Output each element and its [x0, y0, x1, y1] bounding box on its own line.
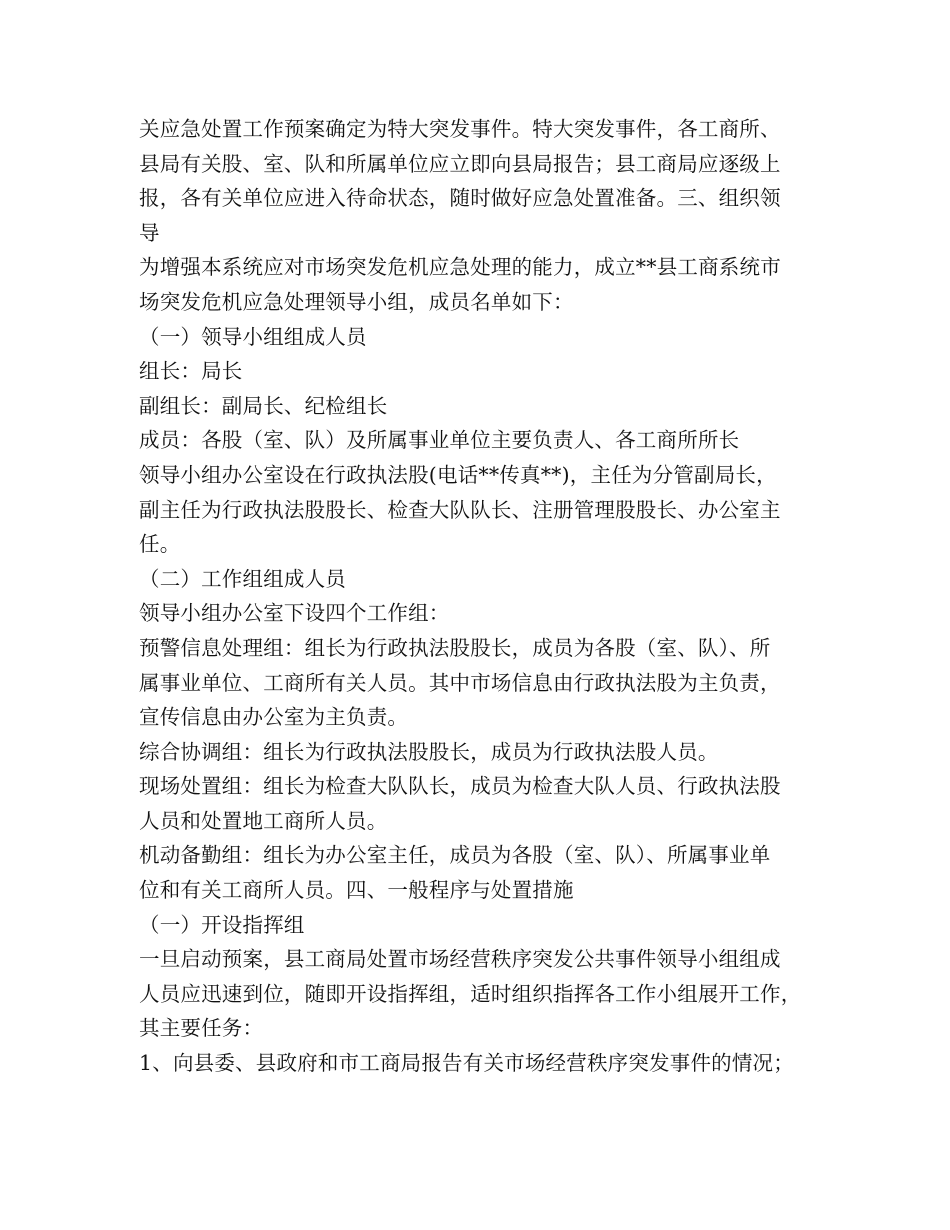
paragraph-heading-working-groups — [139, 562, 829, 597]
text-line: 场突发危机应急处理领导小组，成员名单如下： — [139, 289, 574, 314]
paragraph-heading-command-group — [139, 908, 829, 943]
text-line: 1、向县委、县政府和市工商局报告有关市场经营秩序突发事件的情况； — [139, 1051, 794, 1076]
text-line: 组长：局长 — [139, 359, 243, 384]
paragraph-coordination-group — [139, 735, 829, 770]
text-line: 综合协调组：组长为行政执法股股长，成员为行政执法股人员。 — [139, 739, 719, 764]
text-line: 领导小组办公室设在行政执法股(电话**传真**)，主任为分管副局长， — [139, 462, 777, 487]
paragraph-group-leader — [139, 354, 829, 389]
text-line: 副主任为行政执法股股长、检查大队队长、注册管理股股长、办公室主 — [139, 497, 781, 522]
text-line: （二）工作组组成人员 — [139, 566, 346, 591]
paragraph-standby-group — [139, 838, 829, 907]
paragraph-deputy-leader — [139, 389, 829, 424]
text-line: 宣传信息由办公室为主负责。 — [139, 705, 409, 730]
text-line: 报，各有关单位应进入待命状态，随时做好应急处置准备。三、组织领 — [139, 186, 781, 211]
document-body — [139, 112, 829, 1081]
text-line: 成员：各股（室、队）及所属事业单位主要负责人、各工商所所长 — [139, 428, 740, 453]
text-line: 为增强本系统应对市场突发危机应急处理的能力，成立**县工商系统市 — [139, 255, 781, 280]
text-line: 副组长：副局长、纪检组长 — [139, 393, 388, 418]
paragraph-task-1 — [139, 1046, 829, 1081]
text-line: 现场处置组：组长为检查大队队长，成员为检查大队人员、行政执法股 — [139, 774, 781, 799]
text-line: 人员应迅速到位，随即开设指挥组，适时组织指挥各工作小组展开工作， — [139, 981, 802, 1006]
paragraph-heading-leadership-members — [139, 320, 829, 355]
text-line: 县局有关股、室、队和所属单位应立即向县局报告；县工商局应逐级上 — [139, 151, 781, 176]
paragraph-leadership-intro — [139, 250, 829, 319]
text-line: 其主要任务： — [139, 1016, 264, 1041]
text-line: 位和有关工商所人员。四、一般程序与处置措施 — [139, 878, 574, 903]
paragraph-members — [139, 423, 829, 458]
paragraph-onsite-group — [139, 769, 829, 838]
paragraph-office — [139, 458, 829, 562]
text-line: 人员和处置地工商所人员。 — [139, 808, 388, 833]
paragraph-classification — [139, 112, 829, 250]
text-line: 属事业单位、工商所有关人员。其中市场信息由行政执法股为主负责， — [139, 670, 781, 695]
text-line: 关应急处置工作预案确定为特大突发事件。特大突发事件，各工商所、 — [139, 117, 781, 141]
paragraph-command-group — [139, 942, 829, 1046]
text-line: 预警信息处理组：组长为行政执法股股长，成员为各股（室、队）、所 — [139, 635, 771, 660]
text-line: （一）开设指挥组 — [139, 912, 305, 937]
text-line: 机动备勤组：组长为办公室主任，成员为各股（室、队）、所属事业单 — [139, 843, 771, 868]
text-line: 任。 — [139, 532, 181, 557]
text-line: 导 — [139, 220, 160, 245]
text-line: （一）领导小组组成人员 — [139, 324, 367, 349]
paragraph-early-warning-group — [139, 631, 829, 735]
paragraph-working-groups-intro — [139, 596, 829, 631]
text-line: 一旦启动预案，县工商局处置市场经营秩序突发公共事件领导小组组成 — [139, 947, 781, 972]
text-line: 领导小组办公室下设四个工作组： — [139, 601, 450, 626]
